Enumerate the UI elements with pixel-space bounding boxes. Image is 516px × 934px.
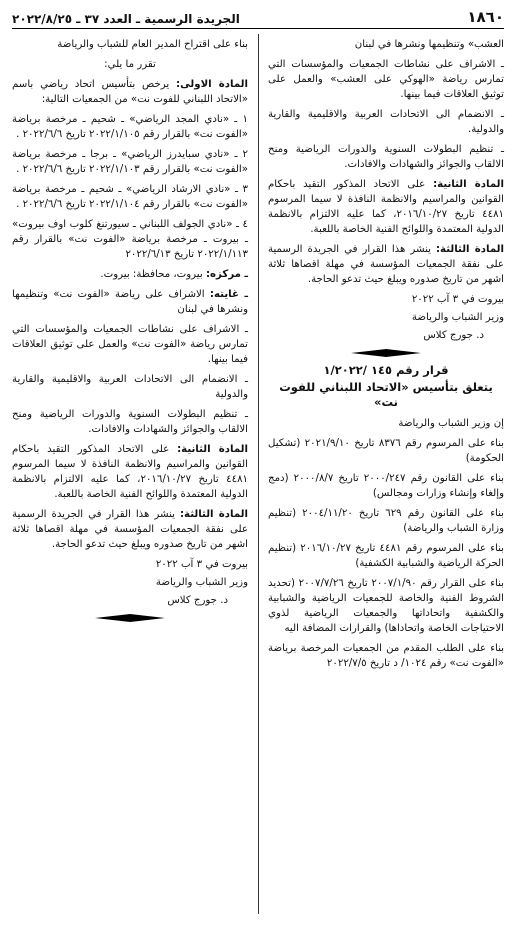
sign-role: وزير الشباب والرياضة — [155, 577, 248, 588]
sign-date: بيروت في ٣ آب ٢٠٢٢ — [411, 294, 504, 305]
right-p2: ـ الاشراف على نشاطات الجمعيات والمؤسسات التي تمارس رياضة «الهوكي على العشب» والعمل على توثيق العلاقات فيما بينها. — [268, 59, 504, 100]
column-divider — [258, 34, 259, 914]
article-3-text: ينشر هذا القرار في الجريدة الرسمية على نفقة الجمعيات المؤسسة في مهلة اقصاها ثلاثة اشهر من تاريخ صدوره ويبلغ حيث تدعو الحاجة. — [268, 244, 504, 285]
basis-6: بناء على الطلب المقدم من الجمعيات المرخصة برياضة «الفوت نت» رقم ١٠٢٤/ د تاريخ ٢٠٢٢/٧/٥ — [268, 643, 504, 669]
separator-ornament — [351, 349, 421, 357]
sign-name: د. جورج كلاس — [423, 330, 484, 341]
basis-3: بناء على القانون رقم ٦٢٩ تاريخ ٢٠٠٤/١١/٢٠ (تنظيم وزارة الشباب والرياضة) — [268, 508, 504, 534]
sign-name: د. جورج كلاس — [167, 595, 228, 606]
club-item-3: ٣ ـ «نادي الارشاد الرياضي» ـ شحيم ـ مرخصة برياضة «الفوت نت» بالقرار رقم ٢٠٢٢/١/١٠٤ تاريخ ٢٠٢٢/٦/٦ . — [12, 184, 248, 210]
article-2-label: المادة الثانية: — [433, 179, 504, 190]
goal-text: الاشراف على رياضة «الفوت نت» وتنظيمها ونشرها في لبنان — [12, 289, 248, 315]
article-2-text: على الاتحاد المذكور التقيد باحكام القوانين والمراسيم والانظمة النافذة لا سيما المرسوم ٤٤٨١ تاريخ ٢٠١٦/١٠/٢٧، كما عليه الالتزام بالانظمة الدولية المعتمدة واللوائح الفنية الخاصة باللعبة. — [12, 444, 249, 500]
club-item-4: ٤ ـ «نادي الجولف اللبناني ـ سيورتنغ كلوب اوف بيروت» ـ بيروت ـ مرخصة برياضة «الفوت نت» بالقرار رقم ٢٠٢٢/١/١١٣ تاريخ ٢٠٢٢/٦/١٣ — [12, 219, 248, 260]
goal-item-1: ـ الاشراف على نشاطات الجمعيات والمؤسسات التي تمارس رياضة «الفوت نت» والعمل على توثيق العلاقات فيما بينها. — [12, 324, 248, 365]
separator-ornament — [95, 614, 165, 622]
left-intro: بناء على اقتراح المدير العام للشباب والرياضة — [57, 39, 248, 50]
sign-date: بيروت في ٣ آب ٢٠٢٢ — [155, 559, 248, 570]
right-p3: ـ الانضمام الى الاتحادات العربية والاقليمية والقارية والدولية. — [268, 109, 504, 135]
left-column — [12, 37, 248, 676]
article-3-label: المادة الثالثة: — [435, 244, 504, 255]
goal-line — [12, 287, 248, 317]
page-number: ١٨٦٠ — [467, 8, 504, 26]
headquarters-line — [12, 267, 248, 282]
gazette-title: الجريدة الرسمية ـ العدد ٣٧ ـ ٢٠٢٢/٨/٢٥ — [12, 12, 240, 26]
article-2-label: المادة الثانية: — [177, 444, 248, 455]
club-item-2: ٢ ـ «نادي سبايدرز الرياضي» ـ برجا ـ مرخصة برياضة «الفوت نت» بالقرار رقم ٢٠٢٢/١/١٠٣ تاريخ ٢٠٢٢/٦/٦ . — [12, 149, 248, 175]
left-article-1 — [12, 77, 248, 107]
right-column — [268, 37, 504, 676]
minister-line: إن وزير الشباب والرياضة — [398, 418, 504, 429]
headquarters-label: ـ مركزه: — [205, 269, 248, 280]
sign-role: وزير الشباب والرياضة — [411, 312, 504, 323]
basis-5: بناء على القرار رقم ٢٠٠٧/١/٩٠ تاريخ ٢٠٠٧/٧/٢٦ (تحديد الشروط الفنية والخاصة للجمعيات الرياضية والشبابية والكشفية واتحاداتها والجمعيات الرياضية لذوي الاحتياجات الخاصة واتحاداها) والقرارات المضافة اليه — [268, 578, 504, 634]
basis-2: بناء على القانون رقم ٢٠٠٠/٢٤٧ تاريخ ٢٠٠٠/٨/٧ (دمج وإلغاء وإنشاء وزارات ومجالس) — [268, 473, 504, 499]
goal-item-3: ـ تنظيم البطولات السنوية والدورات الرياضية ومنح الالقاب والجوائز والشهادات والافادات. — [12, 409, 248, 435]
left-article-3 — [12, 507, 248, 552]
left-article-2 — [12, 442, 248, 502]
right-article-3 — [268, 242, 504, 287]
decision-title: قرار رقم ١٤٥ /١/٢٠٢٢ — [323, 363, 449, 377]
page-header — [12, 0, 504, 29]
article-3-text: ينشر هذا القرار في الجريدة الرسمية على نفقة الجمعيات المؤسسة في مهلة اقصاها ثلاثة اشهر من تاريخ صدوره ويبلغ حيث تدعو الحاجة. — [12, 509, 248, 550]
right-p4: ـ تنظيم البطولات السنوية والدورات الرياضية ومنح الالقاب والجوائز والشهادات والافادات. — [268, 144, 504, 170]
right-p1: العشب» وتنظيمها ونشرها في لبنان — [354, 39, 504, 50]
basis-1: بناء على المرسوم رقم ٨٣٧٦ تاريخ ٢٠٢١/٩/١٠ (تشكيل الحكومة) — [268, 438, 504, 464]
basis-4: بناء على المرسوم رقم ٤٤٨١ تاريخ ٢٠١٦/١٠/٢٧ (تنظيم الحركة الرياضية والشبابية الكشفية) — [268, 543, 504, 569]
section-separator — [12, 614, 248, 622]
decides-line: تقرر ما يلي: — [104, 59, 156, 70]
article-1-text: يرخص بتأسيس اتحاد رياضي باسم «الاتحاد اللبناني للفوت نت» من الجمعيات التالية: — [12, 79, 248, 105]
goal-label: ـ غايته: — [209, 289, 248, 300]
headquarters-text: بيروت، محافظة: بيروت. — [100, 269, 206, 280]
right-article-2 — [268, 177, 504, 237]
section-separator — [268, 349, 504, 357]
club-item-1: ١ ـ «نادي المجد الرياضي» ـ شحيم ـ مرخصة برياضة «الفوت نت» بالقرار رقم ٢٠٢٢/١/١٠٥ تاريخ ٢٠٢٢/٦/٦ . — [12, 114, 248, 140]
article-2-text: على الاتحاد المذكور التقيد باحكام القوانين والمراسيم والانظمة النافذة لا سيما المرسوم ٤٤٨١ تاريخ ٢٠١٦/١٠/٢٧، كما عليه الالتزام بالانظمة الدولية المعتمدة واللوائح الفنية الخاصة باللعبة. — [268, 179, 505, 235]
article-1-label: المادة الاولى: — [176, 79, 248, 90]
article-3-label: المادة الثالثة: — [179, 509, 248, 520]
decision-subject: يتعلق بتأسيس «الاتحاد اللبناني للفوت نت» — [279, 380, 493, 409]
goal-item-2: ـ الانضمام الى الاتحادات العربية والاقليمية والقارية والدولية — [12, 374, 248, 400]
